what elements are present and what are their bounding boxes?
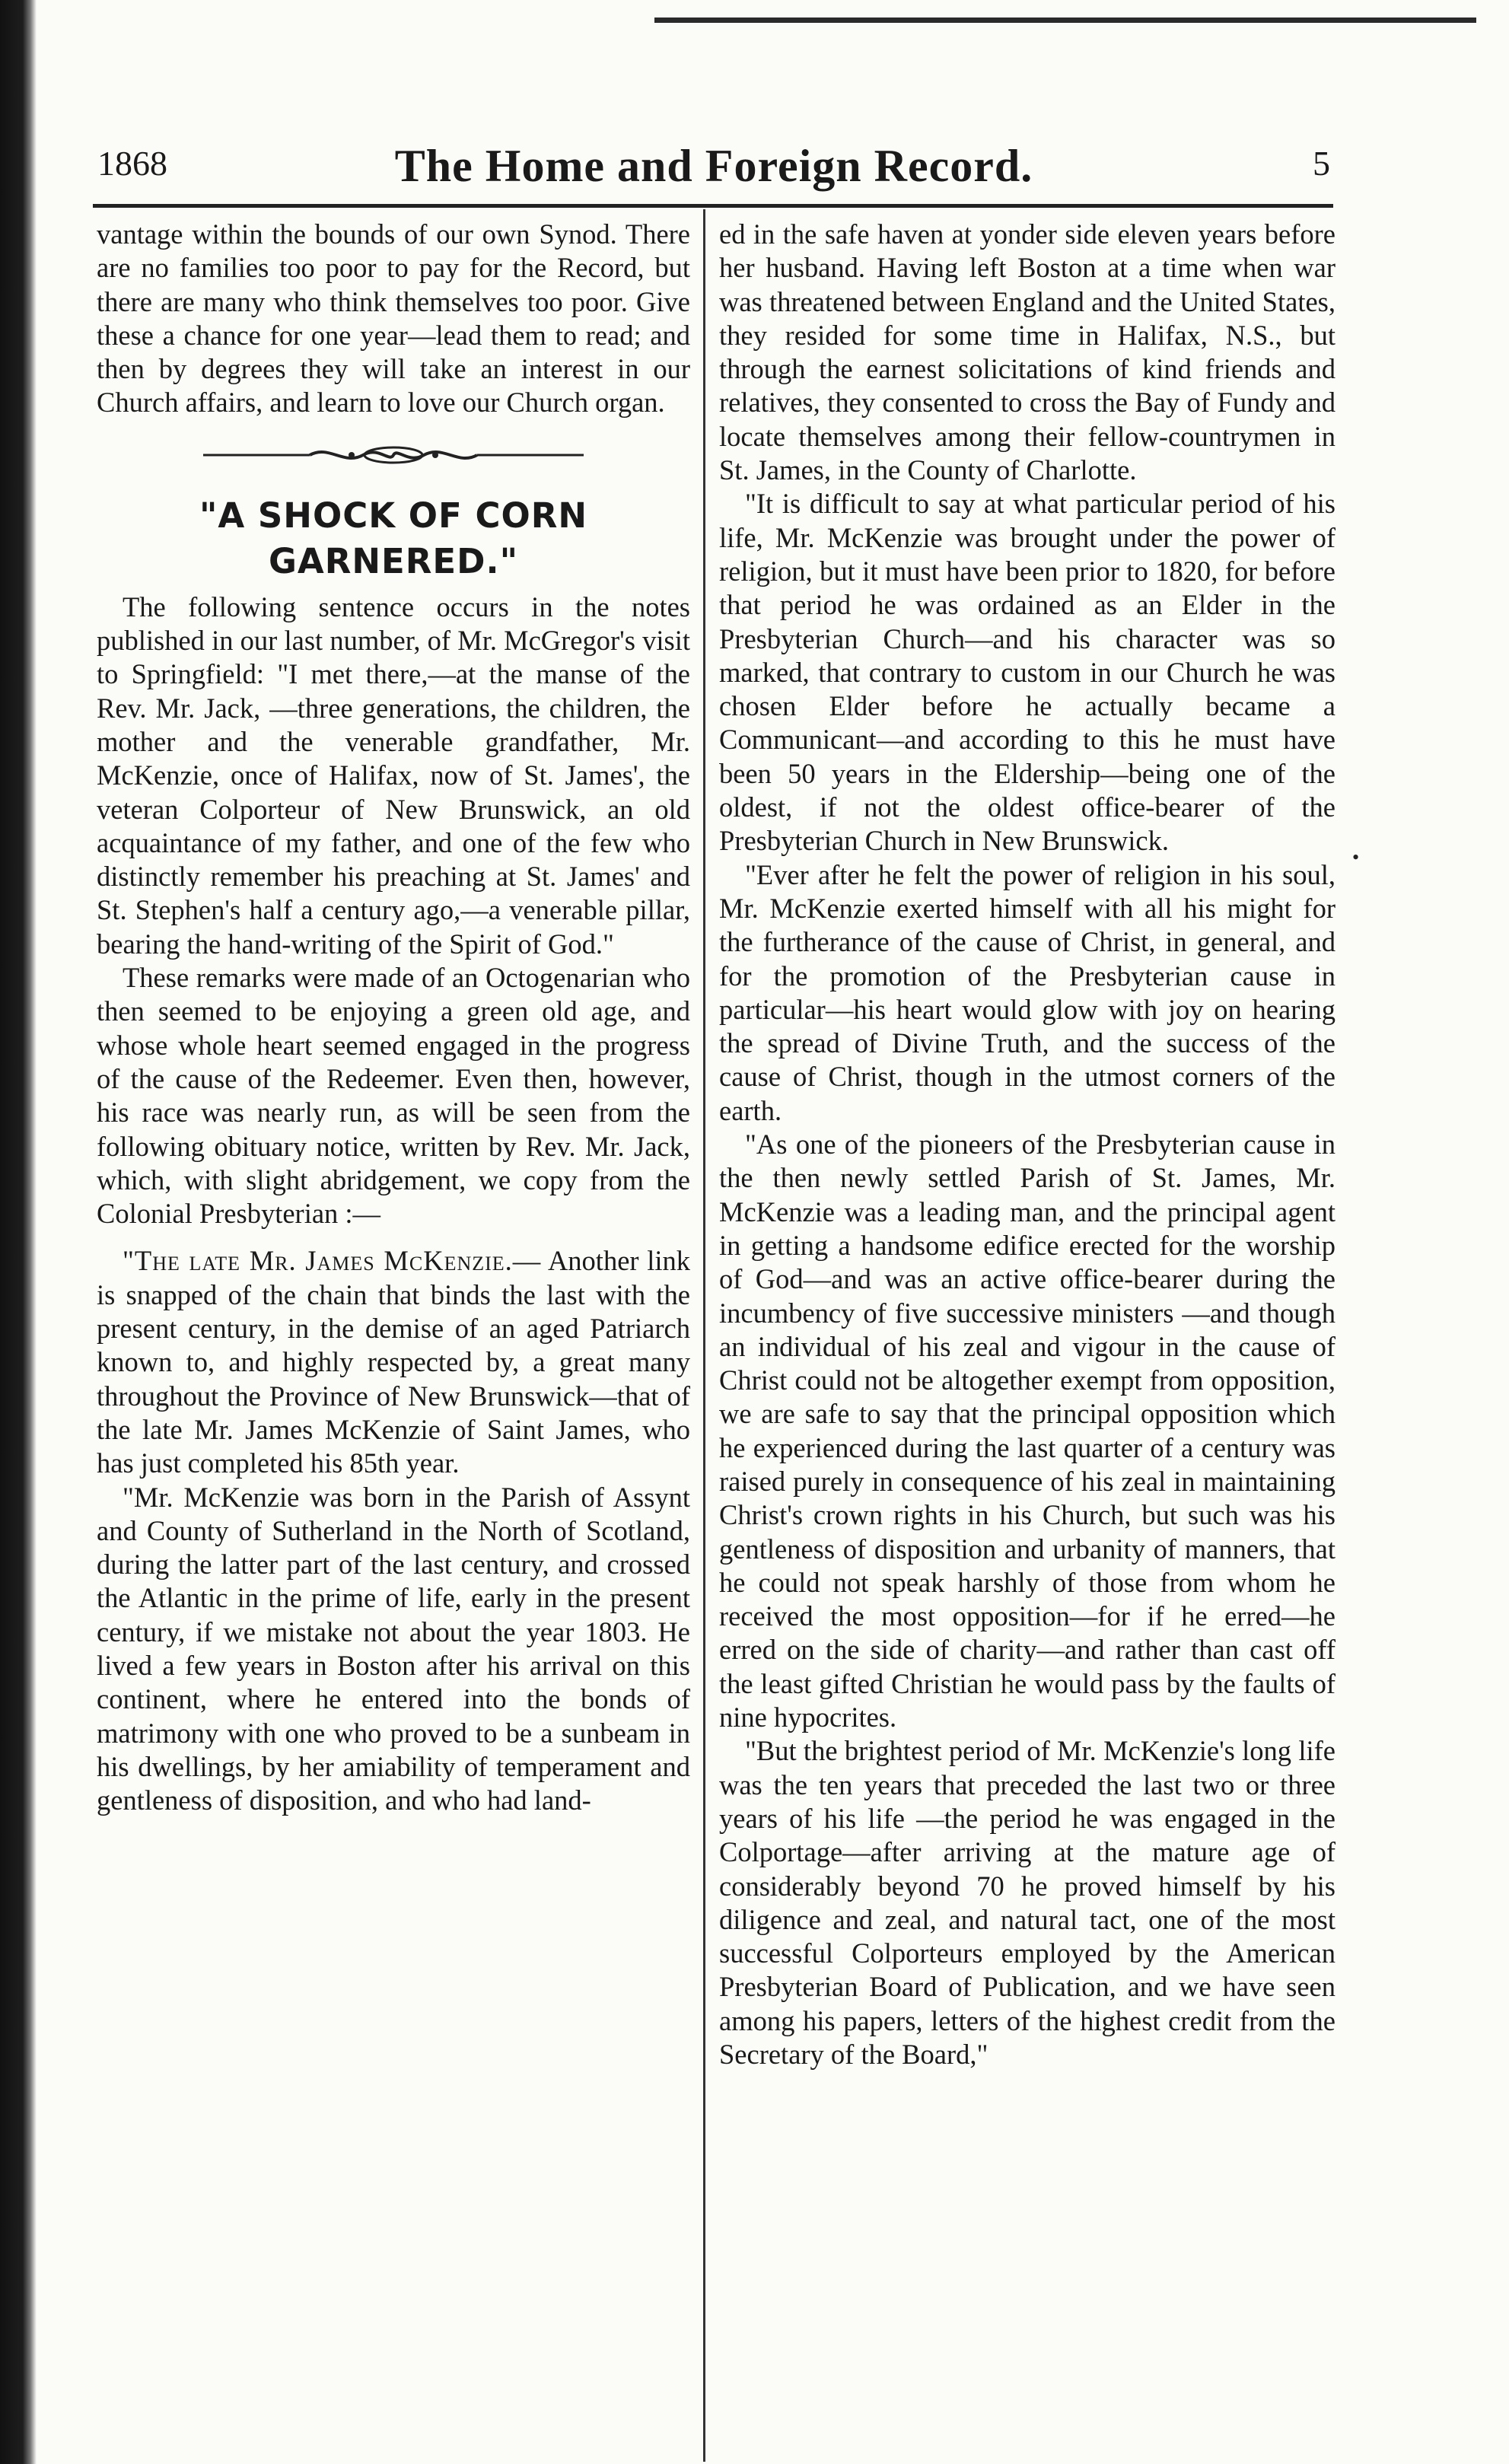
obituary-lead: "The late Mr. James McKenzie.— <box>123 1245 542 1277</box>
paragraph: "Ever after he felt the power of religion in his soul, Mr. McKenzie exerted himself with all his might for the furtherance of the cause of Christ, in general, and for the promotion of the Presbyterian cause in particular—his heart would glow with joy on hearing the spread of Divine Truth, and the success of the cause of Christ, though in the utmost corners of the earth. <box>719 858 1335 1126</box>
paragraph: "It is difficult to say at what particular period of his life, Mr. McKenzie was brought under the power of religion, but it must have been prior to 1820, for before that period he was ordained as an Elder in the Presbyterian Church—and his character was so marked, that contrary to custom in our Church he was chosen Elder before he actually became a Communicant—and according to this he must have been 50 years in the Eldership—being one of the oldest, if not the oldest office-bearer of the Presbyterian Church in New Brunswick. <box>719 488 1335 857</box>
page-binding-edge <box>0 0 37 2464</box>
header-rule <box>93 204 1333 208</box>
ornament-divider <box>97 420 690 490</box>
paragraph <box>97 1244 690 1480</box>
article-heading: "A SHOCK OF CORN GARNERED." <box>199 495 588 581</box>
right-column <box>719 218 1335 2071</box>
paragraph: ed in the safe haven at yonder side eleven years before her husband. Having left Boston at a time when war was threatened between England and the United States, they resided for some time in Halifax, N.S., but through the earnest solicitations of kind friends and relatives, they consented to cross the Bay of Fundy and locate themselves among their fellow-countrymen in St. James, in the County of Charlotte. <box>719 218 1335 486</box>
paragraph: vantage within the bounds of our own Synod. There are no families too poor to pay for the Record, but there are many who think themselves too poor. Give these a chance for one year—lead them to read; and then by degrees they will take an interest in our Church affairs, and learn to love our Church organ. <box>97 218 690 419</box>
flourish-ornament-icon <box>196 440 591 470</box>
paragraph: "But the brightest period of Mr. McKenzie's long life was the ten years that preceded the last two or three years of his life —the period he was engaged in the Colportage—after arriving at the mature age of considerably beyond 70 he proved himself by his diligence and zeal, and natural tact, one of the most successful Colporteurs employed by the American Presbyterian Board of Publication, and we have seen among his papers, letters of the highest credit from the Secretary of the Board," <box>719 1735 1335 2071</box>
paragraph: The following sentence occurs in the notes published in our last number, of Mr. McGregor's visit to Springfield: "I met there,—at the manse of the Rev. Mr. Jack, —three generations, the children, the mother and the venerable grandfather, Mr. McKenzie, once of Halifax, now of St. James', the veteran Colporteur of New Brunswick, an old acquaintance of my father, and one of the few who distinctly remember his preaching at St. James' and St. Stephen's half a century ago,—a venerable pillar, bearing the hand-writing of the Spirit of God." <box>97 591 690 960</box>
paragraph: "Mr. McKenzie was born in the Parish of Assynt and County of Sutherland in the North of Scotland, during the latter part of the last century, and crossed the Atlantic in the prime of life, early in the present century, if we mistake not about the year 1803. He lived a few years in Boston after his arrival on this continent, where he entered into the bonds of matrimony with one who proved to be a sunbeam in his dwellings, by her amiability of temperament and gentleness of disposition, and who had land- <box>97 1481 690 1816</box>
left-column <box>97 218 690 1817</box>
header-year: 1868 <box>97 144 167 183</box>
page-number: 5 <box>1313 144 1330 183</box>
paragraph: "As one of the pioneers of the Presbyterian cause in the then newly settled Parish of St. James, Mr. McKenzie was a leading man, and the principal agent in getting a handsome edifice erected for the worship of God—and was an active office-bearer during the incumbency of five successive ministers —and though an individual of his zeal and vigour in the cause of Christ could not be altogether exempt from opposition, we are safe to say that the principal opposition which he experienced during the last quarter of a century was raised purely in consequence of his zeal in maintaining Christ's crown rights in his Church, but such was his gentleness of disposition and urbanity of manners, that he could not speak harshly of those from whom he received the most opposition—for if he erred—he erred on the side of charity—and rather than cast off the least gifted Christian he would pass by the faults of nine hypocrites. <box>719 1129 1335 1733</box>
scan-top-edge <box>654 0 1476 23</box>
running-header <box>97 135 1330 189</box>
journal-title: The Home and Foreign Record. <box>394 141 1033 191</box>
paragraph-text: Another link is snapped of the chain that binds the last with the present century, in the demise of an aged Patriarch known to, and highly respected by, a great many throughout the Province of New Brunswick—that of the late Mr. James McKenzie of Saint James, who has just completed his 85th year. <box>97 1245 690 1479</box>
column-rule <box>703 209 705 2462</box>
margin-dot: • <box>1352 846 1360 868</box>
paragraph: These remarks were made of an Octogenarian who then seemed to be enjoying a green old age, and whose whole heart seemed engaged in the progress of the cause of the Redeemer. Even then, however, his race was nearly run, as will be seen from the following obituary notice, written by Rev. Mr. Jack, which, with slight abridgement, we copy from the Colonial Presbyterian :— <box>97 962 690 1230</box>
